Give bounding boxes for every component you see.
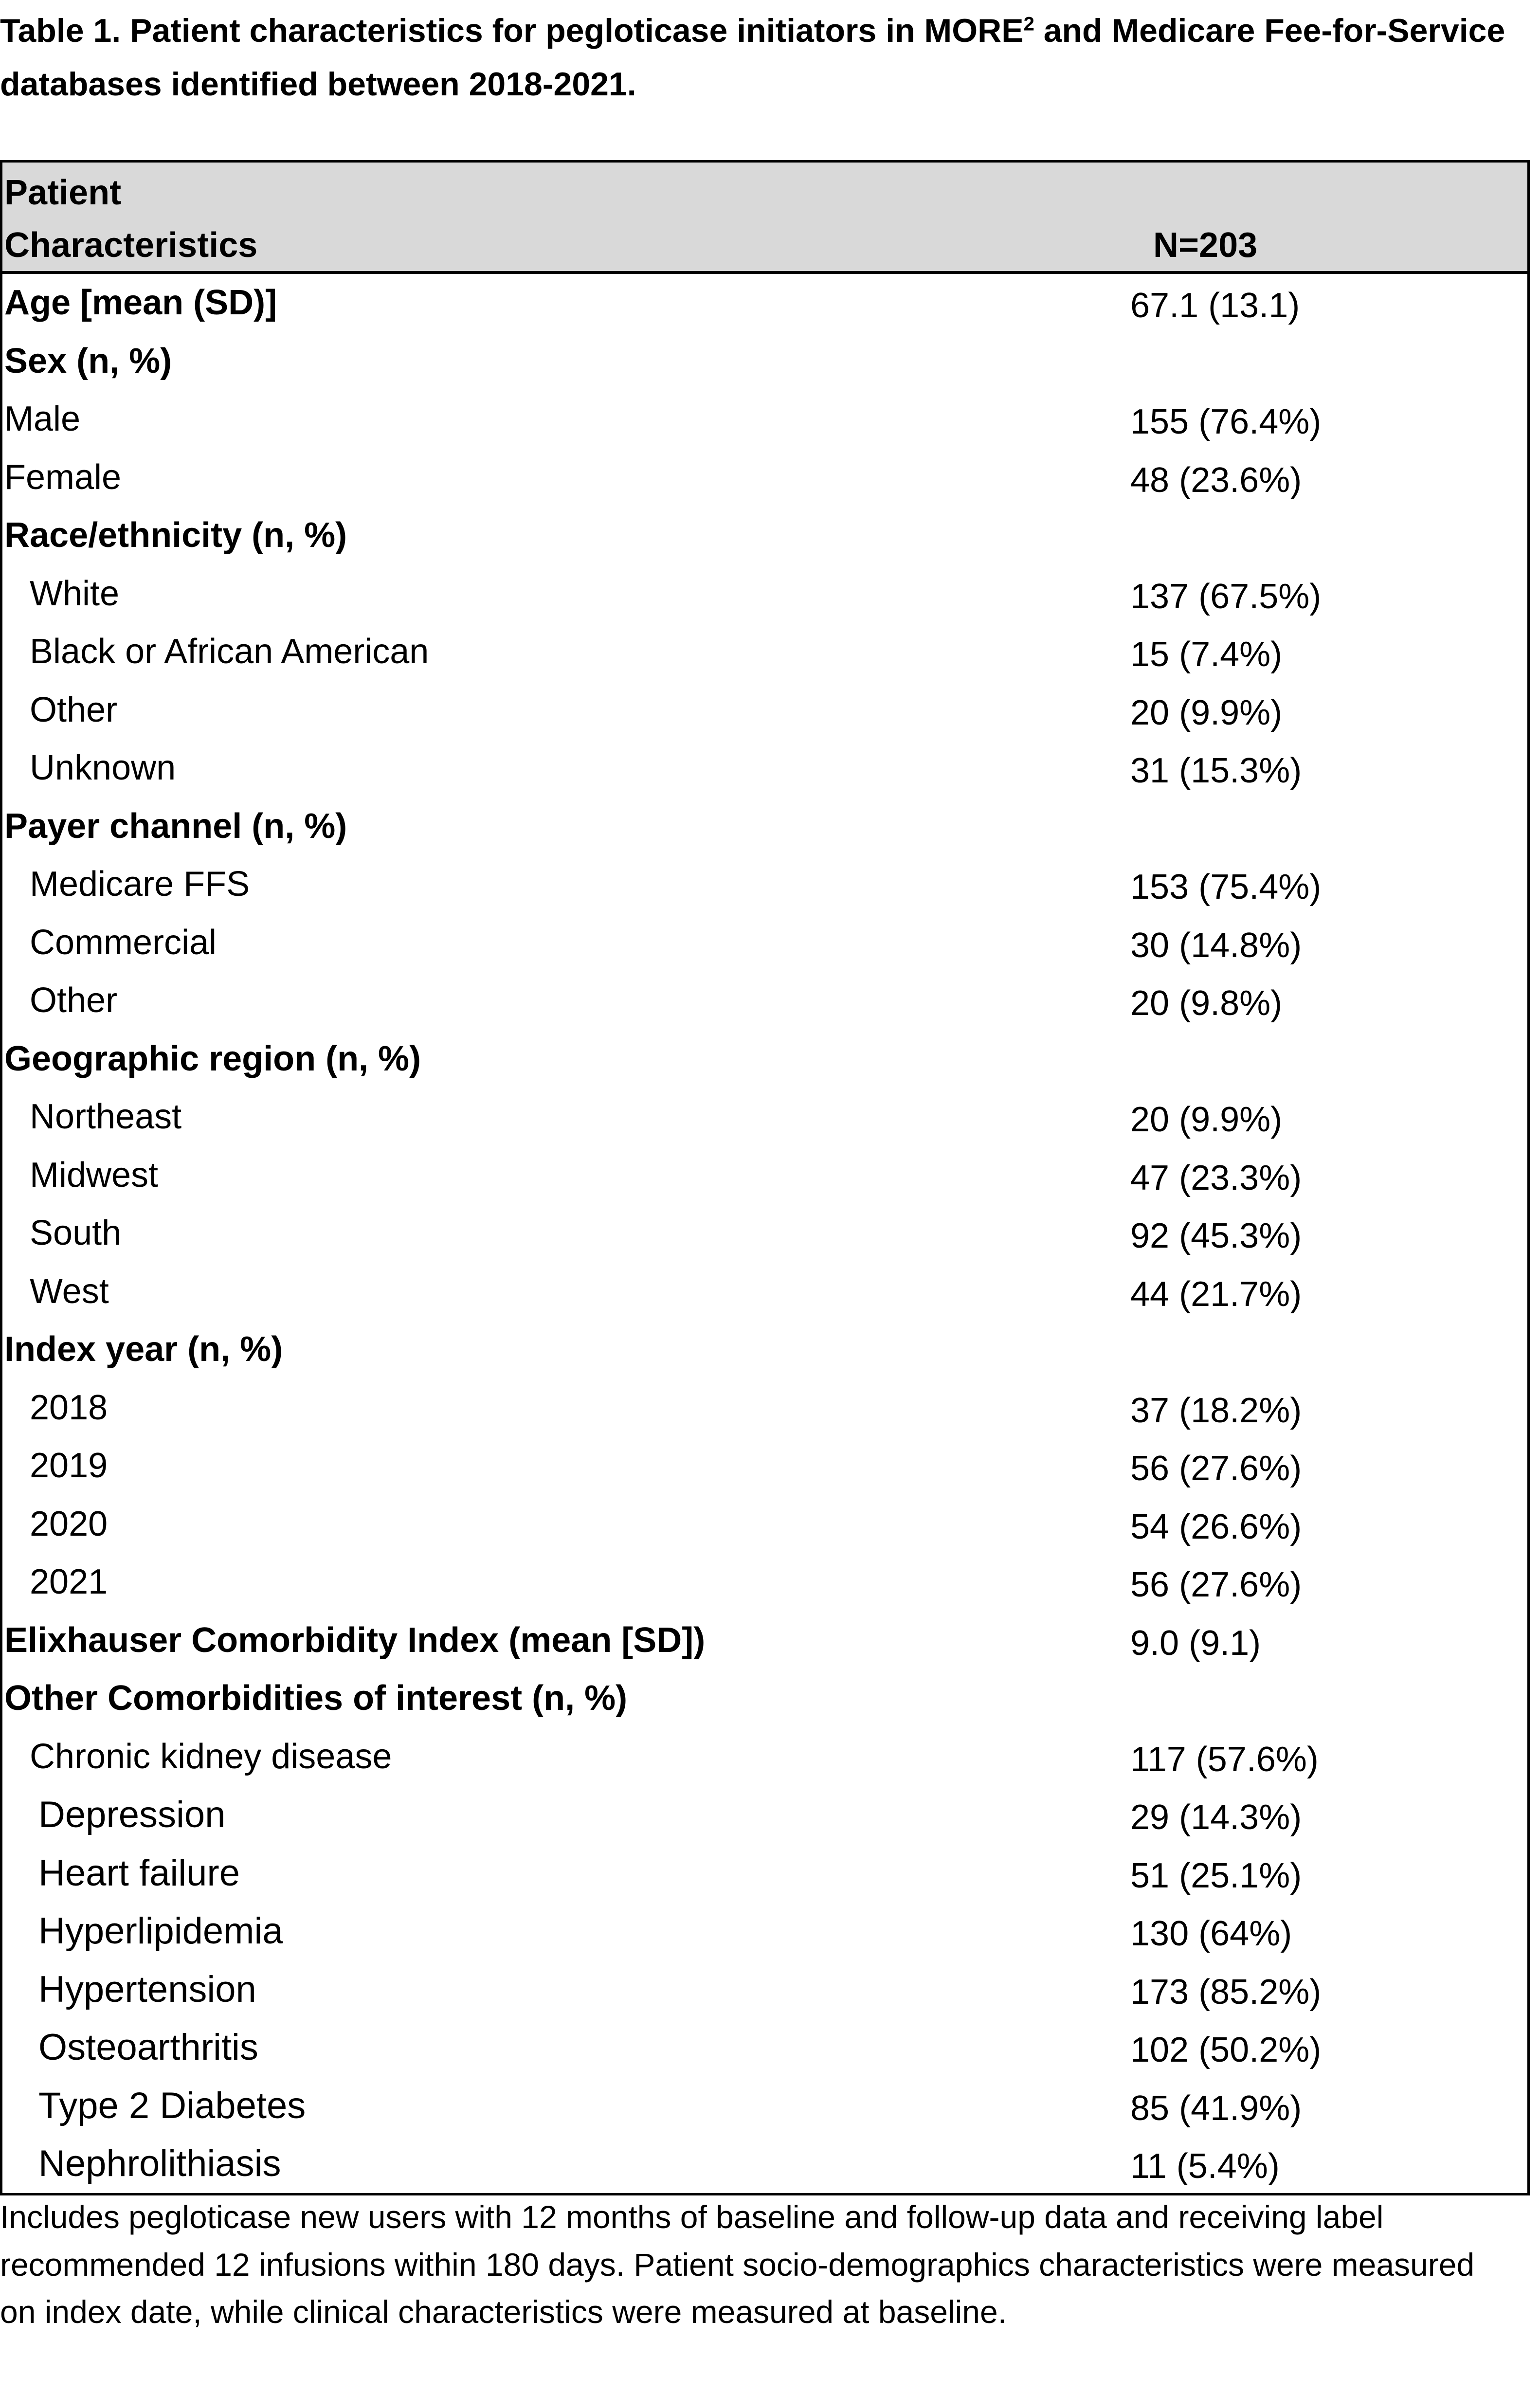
row-label: White [30, 574, 120, 613]
table-body [2, 274, 1527, 2193]
row-label: Male [4, 399, 81, 438]
table-row [2, 1786, 1527, 1844]
header-n: N=203 [1153, 226, 1258, 265]
row-label: Other [30, 690, 118, 729]
row-label: Heart failure [38, 1852, 240, 1894]
row-label: 2018 [30, 1388, 108, 1427]
row-value: 67.1 (13.1) [1130, 286, 1300, 325]
table-row [2, 1553, 1527, 1612]
row-value: 20 (9.8%) [1130, 984, 1283, 1023]
row-label: Female [4, 457, 122, 497]
row-label: Midwest [30, 1155, 159, 1195]
row-value: 20 (9.9%) [1130, 1100, 1283, 1139]
row-value: 44 (21.7%) [1130, 1274, 1302, 1314]
row-value: 85 (41.9%) [1130, 2088, 1302, 2128]
footnote: Includes pegloticase new users with 12 months of baseline and follow-up data and receiving label recommended 12 infusions within 180 days. Patient socio-demographics characteristics were measured on index date, while clinical characteristics were measured at baseline. [0, 2199, 1475, 2330]
table-row [2, 390, 1527, 449]
row-value: 56 (27.6%) [1130, 1565, 1302, 1604]
row-label: West [30, 1271, 109, 1311]
title-superscript: 2 [1023, 13, 1034, 35]
table-row [2, 507, 1527, 565]
row-value: 92 (45.3%) [1130, 1216, 1302, 1255]
table-row [2, 1146, 1527, 1205]
row-value: 54 (26.6%) [1130, 1507, 1302, 1546]
table-row [2, 1495, 1527, 1554]
row-label: Northeast [30, 1097, 182, 1136]
table-row [2, 1902, 1527, 1960]
row-label: Other [30, 981, 118, 1020]
row-label: South [30, 1214, 122, 1252]
patient-characteristics-table [0, 160, 1530, 2195]
row-value: 173 (85.2%) [1130, 1972, 1322, 2012]
table-row [2, 1088, 1527, 1146]
table-row [2, 681, 1527, 740]
row-value: 15 (7.4%) [1130, 635, 1283, 674]
table-row [2, 2077, 1527, 2135]
row-label: Race/ethnicity (n, %) [4, 516, 347, 555]
row-value: 102 (50.2%) [1130, 2031, 1322, 2069]
row-value: 47 (23.3%) [1130, 1158, 1302, 1197]
table-row [2, 1263, 1527, 1321]
row-value: 9.0 (9.1) [1130, 1623, 1261, 1663]
table-row [2, 332, 1527, 391]
row-label: Sex (n, %) [4, 341, 172, 381]
row-label: Age [mean (SD)] [4, 283, 277, 322]
table-row [2, 1728, 1527, 1786]
table-row [2, 274, 1527, 332]
row-value: 56 (27.6%) [1130, 1449, 1302, 1488]
row-value: 137 (67.5%) [1130, 577, 1322, 616]
row-label: Nephrolithiasis [38, 2143, 281, 2184]
row-label: Unknown [30, 748, 176, 787]
row-value: 51 (25.1%) [1130, 1856, 1302, 1895]
table-row [2, 1612, 1527, 1670]
table-row [2, 855, 1527, 914]
row-label: Other Comorbidities of interest (n, %) [4, 1679, 628, 1718]
table-header [2, 163, 1527, 274]
table-row [2, 1204, 1527, 1263]
table-row [2, 1030, 1527, 1088]
table-row [2, 1844, 1527, 1903]
table-row [2, 1379, 1527, 1437]
table-row [2, 739, 1527, 798]
table-row [2, 2135, 1527, 2193]
row-value: 37 (18.2%) [1130, 1391, 1302, 1430]
row-label: Commercial [30, 923, 217, 962]
row-label: Hyperlipidemia [38, 1910, 283, 1952]
row-label: Index year (n, %) [4, 1330, 283, 1369]
table-row [2, 623, 1527, 681]
row-label: Osteoarthritis [38, 2027, 258, 2068]
row-label: Chronic kidney disease [30, 1737, 392, 1776]
row-value: 130 (64%) [1130, 1914, 1292, 1953]
row-label: Black or African American [30, 632, 429, 671]
table-title [0, 4, 1508, 111]
row-label: Geographic region (n, %) [4, 1039, 421, 1078]
table-row [2, 565, 1527, 623]
header-characteristics: Patient Characteristics [4, 173, 258, 265]
table-row [2, 914, 1527, 972]
row-value: 11 (5.4%) [1130, 2147, 1280, 2186]
table-row [2, 1437, 1527, 1495]
table-row [2, 1321, 1527, 1379]
row-label: Type 2 Diabetes [38, 2085, 306, 2126]
title-text: Table 1. Patient characteristics for pegloticase initiators in MORE [0, 12, 1024, 49]
table-row [2, 2018, 1527, 2077]
table-row [2, 449, 1527, 507]
row-value: 48 (23.6%) [1130, 460, 1302, 500]
row-label: Hypertension [38, 1968, 256, 2010]
table-row [2, 798, 1527, 856]
row-value: 117 (57.6%) [1130, 1740, 1319, 1779]
row-label: Payer channel (n, %) [4, 806, 347, 846]
table-row [2, 1669, 1527, 1728]
row-label: 2021 [30, 1562, 108, 1601]
row-value: 29 (14.3%) [1130, 1798, 1302, 1837]
title-text-suffix: and Medicare Fee-for-Service databases identified between 2018-2021. [0, 12, 1505, 103]
row-label: Medicare FFS [30, 865, 250, 904]
table-row [2, 1960, 1527, 2019]
table-row [2, 972, 1527, 1030]
row-value: 153 (75.4%) [1130, 868, 1322, 907]
row-label: 2019 [30, 1446, 108, 1485]
row-label: Elixhauser Comorbidity Index (mean [SD]) [4, 1620, 706, 1660]
row-value: 155 (76.4%) [1130, 402, 1322, 441]
row-value: 30 (14.8%) [1130, 925, 1302, 965]
row-value: 20 (9.9%) [1130, 693, 1283, 732]
row-label: 2020 [30, 1504, 108, 1543]
row-label: Depression [38, 1794, 226, 1835]
row-value: 31 (15.3%) [1130, 751, 1302, 790]
